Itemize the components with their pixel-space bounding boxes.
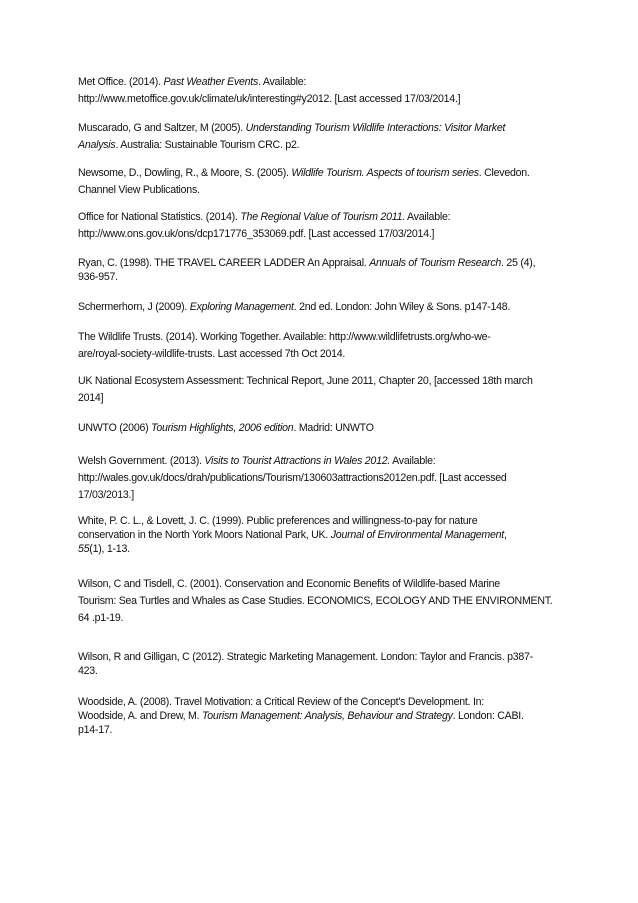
- reference-text: (1), 1-13.: [89, 543, 130, 555]
- reference-text: . 2nd ed. London: John Wiley & Sons. p147-148.: [293, 301, 511, 313]
- reference-text: Channel View Publications.: [78, 184, 200, 196]
- reference-italic-text: Visits to Tourist Attractions in Wales 2012.: [204, 455, 391, 467]
- reference-line: [78, 514, 564, 528]
- reference-text: . Available:: [258, 76, 307, 88]
- reference-line: [78, 299, 564, 316]
- reference-italic-text: Understanding Tourism Wildlife Interactions: Visitor Market: [245, 122, 506, 134]
- reference-text: . 25 (4),: [501, 257, 536, 269]
- reference-wilson-tisdell: [78, 576, 564, 627]
- reference-text: Schermerhorn, J (2009).: [78, 301, 190, 313]
- reference-italic-text: Analysis: [78, 139, 116, 151]
- reference-text: 423.: [78, 665, 98, 677]
- reference-text: are/royal-society-wildlife-trusts. Last accessed 7th Oct 2014.: [78, 348, 346, 360]
- reference-italic-text: The Regional Value of Tourism 2011.: [240, 211, 405, 223]
- reference-text: Welsh Government. (2013).: [78, 455, 205, 467]
- reference-ryan: [78, 256, 564, 284]
- reference-line: [78, 390, 564, 407]
- reference-line: [78, 209, 564, 226]
- reference-text: 936-957.: [78, 271, 118, 283]
- reference-line: [78, 664, 564, 678]
- reference-text: http://www.ons.gov.uk/ons/dcp171776_353069.pdf. [Last accessed 17/03/2014.]: [78, 228, 435, 240]
- reference-text: UNWTO (2006): [78, 422, 152, 434]
- reference-line: [78, 723, 564, 737]
- reference-text: UK National Ecosystem Assessment: Technical Report, June 2011, Chapter 20, [accessed 18th march: [78, 375, 533, 387]
- reference-text: The Wildlife Trusts. (2014). Working Together. Available: http://www.wildlifetrusts.org/who-we-: [78, 331, 491, 343]
- reference-text: . London: CABI.: [452, 710, 524, 722]
- reference-line: [78, 91, 564, 108]
- reference-text: Wilson, R and Gilligan, C (2012). Strategic Marketing Management. London: Taylor and Francis. p387-: [78, 651, 533, 663]
- reference-italic-text: Tourism Management: Analysis, Behaviour and Strategy: [202, 710, 453, 722]
- reference-text: 64 .p1-19.: [78, 612, 124, 624]
- reference-welsh-government: [78, 453, 564, 504]
- reference-line: [78, 709, 564, 723]
- reference-text: Ryan, C. (1998). THE TRAVEL CAREER LADDER An Appraisal.: [78, 257, 370, 269]
- reference-ons: [78, 209, 564, 243]
- reference-text: conservation in the North York Moors National Park, UK.: [78, 529, 331, 541]
- reference-text: Available:: [390, 455, 436, 467]
- reference-line: [78, 226, 564, 243]
- reference-text: . Clevedon.: [478, 167, 530, 179]
- reference-line: [78, 346, 564, 363]
- reference-text: Newsome, D., Dowling, R., & Moore, S. (2005).: [78, 167, 292, 179]
- reference-text: Tourism: Sea Turtles and Whales as Case Studies. ECONOMICS, ECOLOGY AND THE ENVIRONMENT.: [78, 595, 553, 607]
- reference-line: [78, 165, 564, 182]
- reference-line: [78, 270, 564, 284]
- reference-text: ,: [503, 529, 507, 541]
- reference-line: [78, 182, 564, 199]
- reference-wildlife-trusts: [78, 329, 564, 363]
- reference-line: [78, 576, 564, 593]
- reference-text: Met Office. (2014).: [78, 76, 164, 88]
- reference-text: White, P. C. L., & Lovett, J. C. (1999). Public preferences and willingness-to-pay for nature: [78, 515, 478, 527]
- reference-line: [78, 470, 564, 487]
- reference-line: [78, 593, 564, 610]
- reference-wilson-gilligan: [78, 650, 564, 678]
- reference-italic-text: Annuals of Tourism Research: [369, 257, 502, 269]
- reference-italic-text: Exploring Management: [189, 301, 294, 313]
- reference-text: Woodside, A. and Drew, M.: [78, 710, 203, 722]
- reference-line: [78, 695, 564, 709]
- reference-text: 17/03/2013.]: [78, 489, 134, 501]
- reference-newsome: [78, 165, 564, 199]
- reference-line: [78, 420, 564, 437]
- reference-muscarado: [78, 120, 564, 154]
- reference-line: [78, 256, 564, 270]
- reference-text: Woodside, A. (2008). Travel Motivation: a Critical Review of the Concept's Development. In:: [78, 696, 484, 708]
- reference-woodside: [78, 695, 564, 737]
- reference-italic-text: Journal of Environmental Management: [330, 529, 504, 541]
- reference-text: Available:: [404, 211, 451, 223]
- reference-line: [78, 610, 564, 627]
- reference-italic-text: 55: [78, 543, 90, 555]
- reference-text: p14-17.: [78, 724, 113, 736]
- reference-italic-text: Past Weather Events: [163, 76, 259, 88]
- reference-text: Wilson, C and Tisdell, C. (2001). Conservation and Economic Benefits of Wildlife-based Marine: [78, 578, 500, 590]
- reference-text: http://www.metoffice.gov.uk/climate/uk/interesting#y2012. [Last accessed 17/03/2014.]: [78, 93, 461, 105]
- reference-line: [78, 453, 564, 470]
- reference-text: Muscarado, G and Saltzer, M (2005).: [78, 122, 246, 134]
- reference-line: [78, 74, 564, 91]
- reference-line: [78, 542, 564, 556]
- reference-line: [78, 487, 564, 504]
- reference-line: [78, 528, 564, 542]
- reference-uk-nea: [78, 373, 564, 407]
- reference-unwto: [78, 420, 564, 437]
- reference-met-office: [78, 74, 564, 108]
- reference-italic-text: Tourism Highlights, 2006 edition: [151, 422, 294, 434]
- reference-text: . Madrid: UNWTO: [293, 422, 374, 434]
- reference-text: Office for National Statistics. (2014).: [78, 211, 241, 223]
- reference-line: [78, 120, 564, 137]
- reference-text: . Australia: Sustainable Tourism CRC. p2.: [115, 139, 300, 151]
- reference-line: [78, 650, 564, 664]
- reference-line: [78, 329, 564, 346]
- reference-text: 2014]: [78, 392, 104, 404]
- reference-white-lovett: [78, 514, 564, 556]
- reference-schermerhorn: [78, 299, 564, 316]
- reference-italic-text: Wildlife Tourism. Aspects of tourism series: [291, 167, 479, 179]
- reference-line: [78, 373, 564, 390]
- reference-line: [78, 137, 564, 154]
- reference-text: http://wales.gov.uk/docs/drah/publications/Tourism/130603attractions2012en.pdf. [Last accessed: [78, 472, 507, 484]
